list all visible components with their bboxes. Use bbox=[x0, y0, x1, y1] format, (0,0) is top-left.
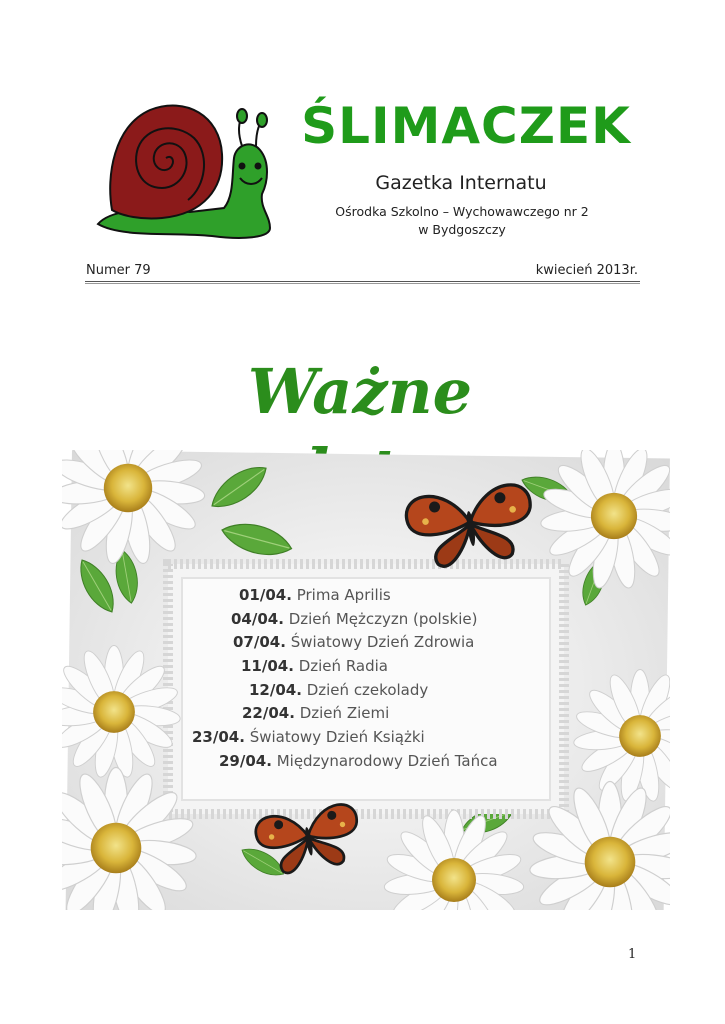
issue-date: kwiecień 2013r. bbox=[535, 263, 638, 278]
event-name: Międzynarodowy Dzień Tańca bbox=[276, 751, 498, 770]
event-name: Dzień Ziemi bbox=[299, 704, 390, 723]
event-name: Światowy Dzień Książki bbox=[249, 728, 425, 747]
event-date: 01/04. bbox=[239, 586, 292, 604]
events-list bbox=[180, 584, 550, 774]
event-name: Prima Aprilis bbox=[296, 586, 391, 604]
issue-number: Numer 79 bbox=[86, 263, 151, 278]
organization-line-2: w Bydgoszczy bbox=[418, 222, 506, 237]
snail-logo bbox=[92, 96, 274, 244]
event-date: 29/04. bbox=[219, 751, 272, 770]
event-date: 04/04. bbox=[231, 609, 284, 628]
event-name: Dzień Mężczyzn (polskie) bbox=[288, 609, 478, 628]
event-date: 23/04. bbox=[192, 728, 245, 747]
page-number: 1 bbox=[628, 947, 637, 962]
page-heading: Ważne bbox=[247, 355, 473, 428]
event-date: 22/04. bbox=[242, 704, 295, 723]
header-divider bbox=[85, 281, 640, 284]
event-row bbox=[180, 631, 550, 655]
event-row bbox=[180, 726, 550, 750]
event-row bbox=[180, 702, 550, 726]
event-row bbox=[180, 679, 550, 703]
event-name: Światowy Dzień Zdrowia bbox=[290, 633, 475, 652]
newsletter-subtitle: Gazetka Internatu bbox=[375, 172, 547, 194]
event-row bbox=[180, 655, 550, 679]
event-name: Dzień Radia bbox=[298, 657, 388, 676]
event-date: 12/04. bbox=[249, 680, 302, 699]
event-name: Dzień czekolady bbox=[306, 680, 429, 699]
event-row bbox=[180, 584, 550, 608]
event-row bbox=[180, 750, 550, 774]
event-date: 07/04. bbox=[233, 633, 286, 652]
newsletter-title: ŚLIMACZEK bbox=[301, 97, 631, 155]
event-row bbox=[180, 608, 550, 632]
organization-line-1: Ośrodka Szkolno – Wychowawczego nr 2 bbox=[335, 204, 589, 219]
event-date: 11/04. bbox=[241, 657, 294, 676]
